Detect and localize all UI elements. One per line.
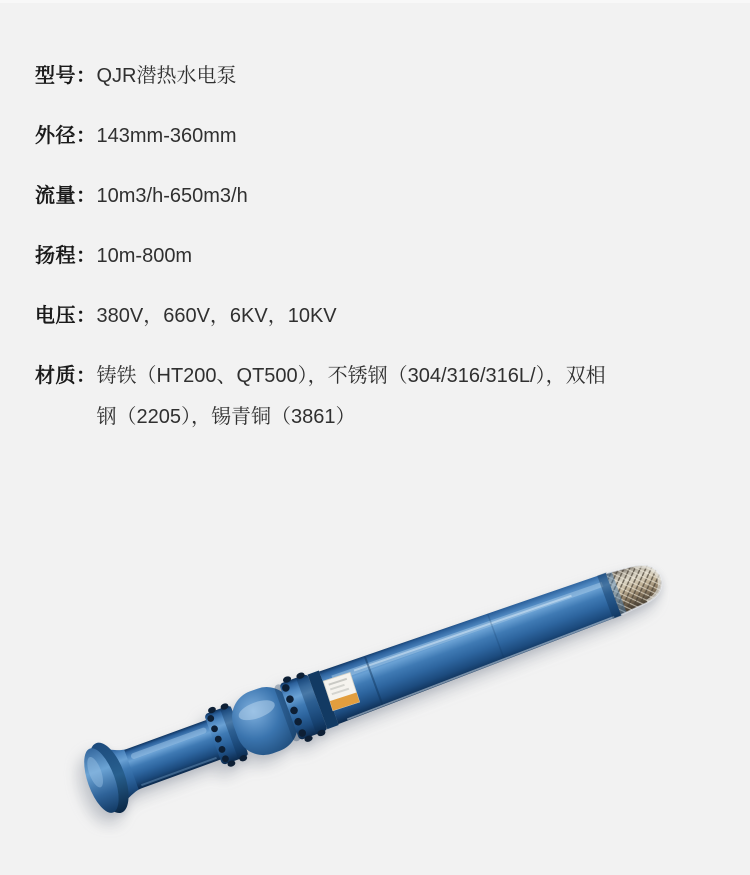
pump-discharge-pipe	[124, 720, 221, 790]
spec-label-voltage: 电压：	[35, 305, 97, 327]
spec-row-voltage	[35, 302, 717, 330]
spec-label-head: 扬程：	[35, 245, 97, 267]
spec-row-model	[35, 62, 717, 90]
spec-row-material	[35, 362, 717, 431]
spec-value-outer-diameter: 143mm-360mm	[96, 125, 237, 147]
pump-assembly	[76, 542, 673, 820]
spec-label-outer-diameter: 外径：	[35, 125, 97, 147]
spec-value-head: 10m-800m	[96, 245, 193, 267]
top-edge-strip	[0, 0, 750, 3]
spec-row-flow	[35, 182, 717, 210]
spec-label-model: 型号：	[35, 65, 97, 87]
pump-photo	[0, 470, 750, 870]
pump-motor-body	[319, 568, 624, 725]
product-spec-sheet	[35, 62, 717, 463]
pump-photo-container	[0, 470, 750, 870]
spec-value-voltage: 380V，660V，6KV，10KV	[96, 305, 337, 327]
spec-value-flow: 10m3/h-650m3/h	[96, 185, 248, 207]
spec-row-head	[35, 242, 717, 270]
spec-value-material: 铸铁（HT200、QT500），不锈钢（304/316/316L/），双相 钢（2205），锡青铜（3861）	[96, 365, 606, 428]
spec-value-model: QJR潜热水电泵	[96, 65, 237, 87]
spec-label-material: 材质：	[35, 365, 97, 387]
spec-label-flow: 流量：	[35, 185, 97, 207]
spec-row-outer-diameter	[35, 122, 717, 150]
